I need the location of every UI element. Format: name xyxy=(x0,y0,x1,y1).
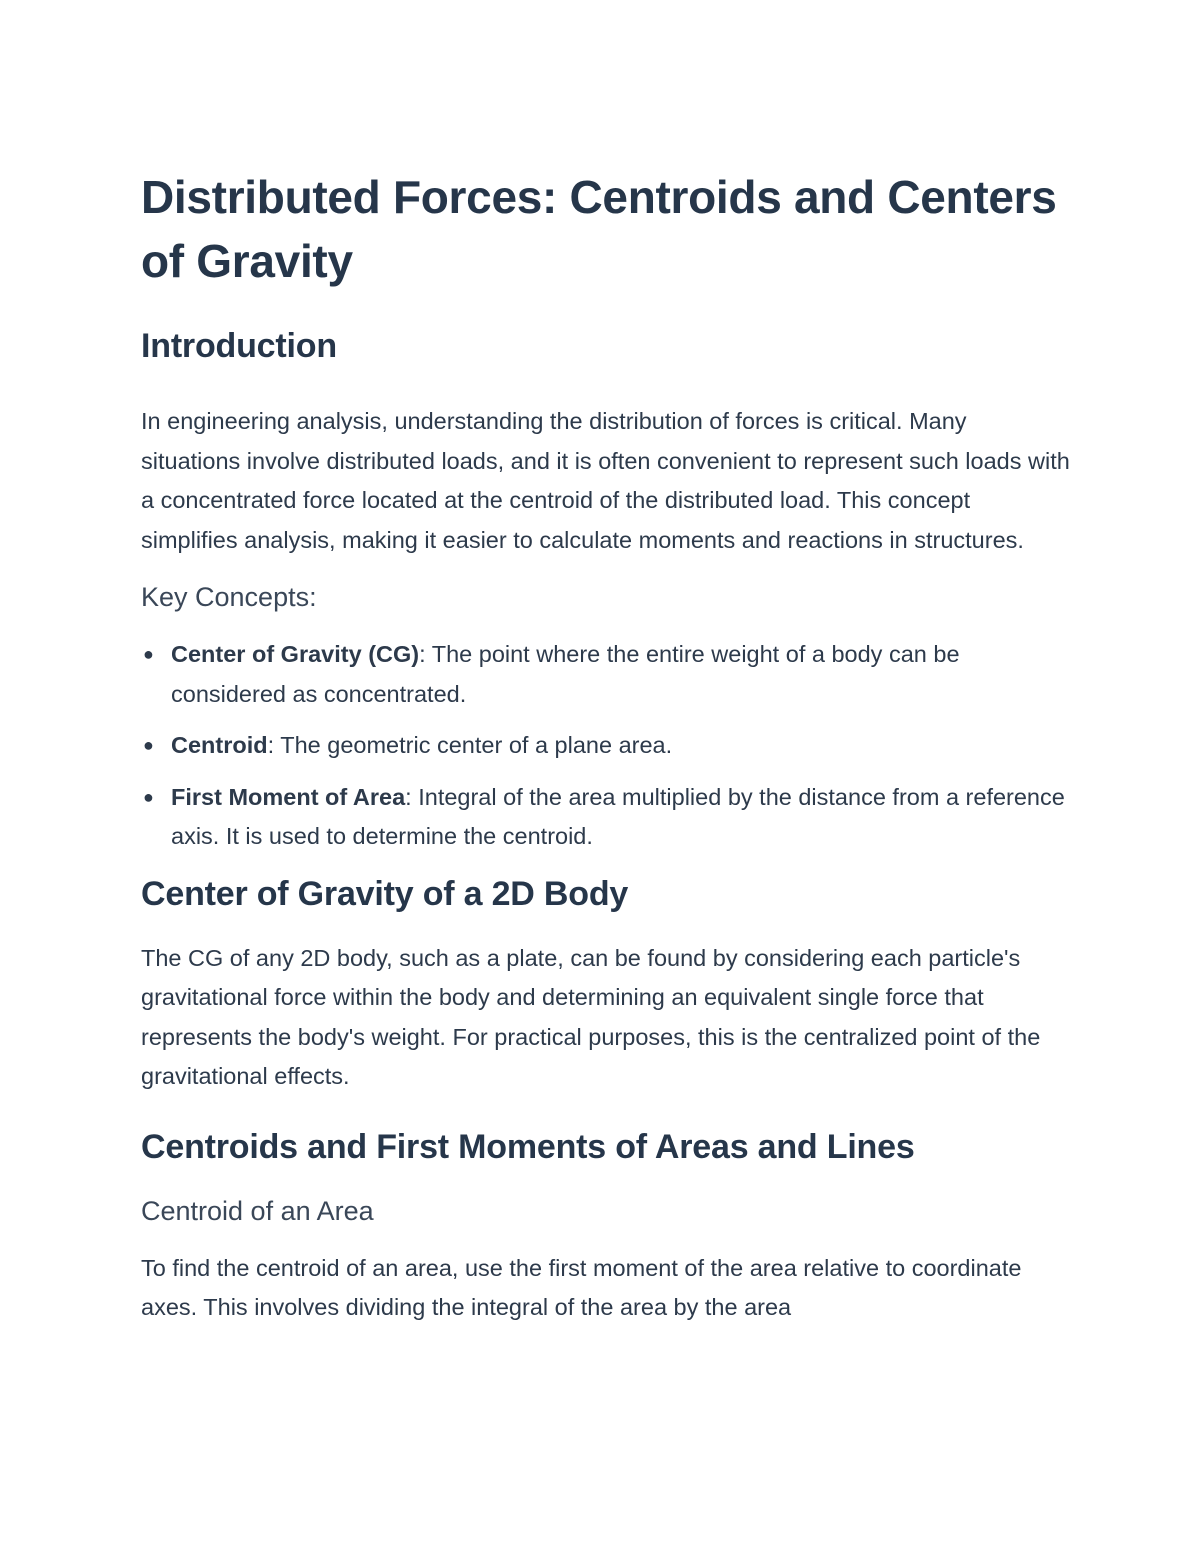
list-item xyxy=(141,778,1071,857)
bullet-icon: ● xyxy=(143,735,154,755)
subsection-heading-centroid-of-area: Centroid of an Area xyxy=(141,1195,374,1226)
centroid-of-area-paragraph: To find the centroid of an area, use the first moment of the area relative to coordinate axes. This involves dividing the integral of the area by the area xyxy=(141,1254,1022,1320)
list-item xyxy=(141,726,1071,766)
concept-term: Centroid xyxy=(171,732,268,758)
concept-definition: Integral of the area multiplied by the distance from a reference axis. It is used to determine the centroid. xyxy=(171,783,1065,849)
list-item xyxy=(141,635,1071,714)
key-concepts-heading: Key Concepts: xyxy=(141,582,317,612)
concept-term: First Moment of Area xyxy=(171,783,406,810)
key-concepts-list xyxy=(141,635,1071,857)
concept-separator: : xyxy=(267,732,275,758)
concept-definition: The geometric center of a plane area. xyxy=(274,732,673,758)
section-heading-centroids: Centroids and First Moments of Areas and Lines xyxy=(141,1127,915,1166)
page-title: Distributed Forces: Centroids and Centers of Gravity xyxy=(141,171,1057,287)
bullet-icon: ● xyxy=(143,644,154,664)
concept-definition: The point where the entire weight of a body can be considered as concentrated. xyxy=(171,641,960,707)
concept-term: Center of Gravity (CG) xyxy=(171,641,420,667)
section-heading-introduction: Introduction xyxy=(141,327,337,365)
concept-separator: : xyxy=(405,783,412,810)
bullet-icon: ● xyxy=(143,786,154,807)
introduction-paragraph: In engineering analysis, understanding the distribution of forces is critical. Many situations involve distributed loads, and it is often convenient to represent such loads with a concentrated force located at the centroid of the distributed load. This concept simplifies analysis, making it easier to calculate moments and reactions in structures. xyxy=(141,408,1070,553)
center-of-gravity-paragraph: The CG of any 2D body, such as a plate, can be found by considering each particle's gravitational force within the body and determining an equivalent single force that represents the body's weight. For practical purposes, this is the centralized point of the gravitational effects. xyxy=(141,944,1041,1089)
concept-separator: : xyxy=(419,641,426,667)
section-heading-center-of-gravity: Center of Gravity of a 2D Body xyxy=(141,874,629,913)
document-page xyxy=(141,165,1071,1328)
